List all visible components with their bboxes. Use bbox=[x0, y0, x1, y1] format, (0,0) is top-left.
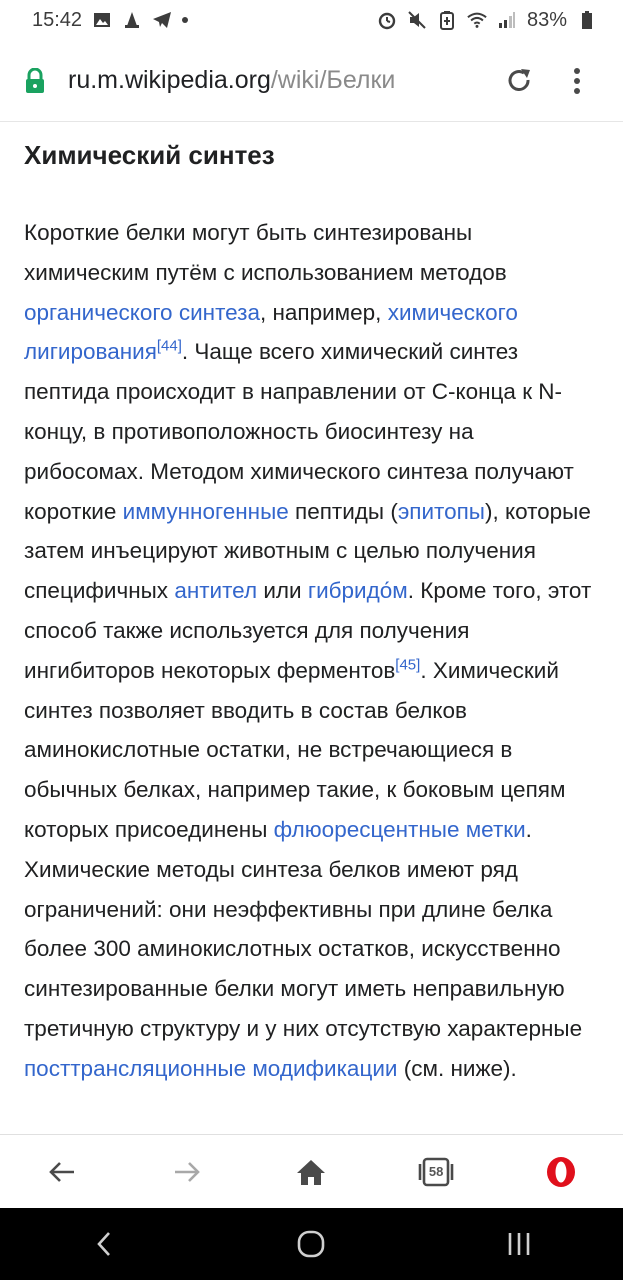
section-heading: Химический синтез bbox=[24, 140, 275, 170]
paragraph-text: . Кроме того, этот способ также используется для получения ингибиторов некоторых ферментов bbox=[24, 578, 592, 683]
reload-icon bbox=[505, 67, 533, 95]
paragraph-text: . Химический синтез позволяет вводить в состав белков аминокислотные остатки, не встречающиеся в обычных белках, например такие, к боковым цепям которых присоединены bbox=[24, 657, 566, 842]
link-organic-synthesis[interactable]: органического синтеза bbox=[24, 299, 260, 325]
paragraph-text: Короткие белки могут быть синтезированы химическим путём с использованием методов bbox=[24, 220, 507, 285]
battery-saver-icon bbox=[437, 10, 457, 30]
opera-menu-button[interactable] bbox=[531, 1142, 591, 1202]
link-epitopes[interactable]: эпитопы bbox=[397, 498, 485, 524]
status-bar bbox=[0, 0, 623, 40]
link-antibodies[interactable]: антител bbox=[174, 578, 258, 604]
system-recents-button[interactable] bbox=[489, 1214, 549, 1274]
link-hybridomas[interactable]: гибридо́м bbox=[307, 578, 408, 604]
address-bar[interactable] bbox=[0, 40, 623, 122]
alarm-icon bbox=[377, 10, 397, 30]
chevron-left-icon bbox=[94, 1230, 114, 1258]
system-back-button[interactable] bbox=[74, 1214, 134, 1274]
vlc-icon bbox=[122, 10, 142, 30]
url-text[interactable] bbox=[68, 66, 483, 95]
wifi-icon bbox=[467, 10, 487, 30]
forward-button[interactable] bbox=[157, 1142, 217, 1202]
link-post-translational-modifications[interactable]: посттрансляционные модификации bbox=[24, 1055, 398, 1081]
paragraph-text: . Чаще всего химический синтез пептида происходит в направлении от С-конца к N-концу, в противоположность биосинтезу на рибосомах. Методом химического синтеза получают короткие bbox=[24, 339, 574, 524]
system-nav-bar bbox=[0, 1208, 623, 1280]
link-immunogenic[interactable]: иммунногенные bbox=[122, 498, 289, 524]
reload-button[interactable] bbox=[497, 59, 541, 103]
signal-icon bbox=[497, 10, 517, 30]
url-path: /wiki/Белки bbox=[270, 66, 396, 94]
home-circle-icon bbox=[296, 1229, 326, 1259]
lock-icon[interactable] bbox=[24, 67, 48, 95]
battery-icon bbox=[577, 10, 597, 30]
url-domain: ru.m.wikipedia.org bbox=[68, 66, 271, 94]
arrow-right-icon bbox=[172, 1160, 202, 1184]
article-paragraph bbox=[24, 213, 599, 1089]
link-chemical-ligation[interactable]: химического лигирования bbox=[24, 299, 518, 365]
browser-bottom-nav bbox=[0, 1134, 623, 1208]
battery-percent: 83% bbox=[526, 8, 567, 31]
arrow-left-icon bbox=[47, 1160, 77, 1184]
status-right bbox=[377, 9, 597, 32]
status-time: 15:42 bbox=[32, 8, 83, 31]
back-button[interactable] bbox=[32, 1142, 92, 1202]
telegram-icon bbox=[152, 10, 172, 30]
paragraph-text: ), которые затем инъецируют животным с целью получения специфичных bbox=[24, 498, 591, 604]
paragraph-text: . Химические методы синтеза белков имеют ряд ограничений: они неэффективны при длине белка более 300 аминокислотных остатков, искусственно синтезированные белки могут иметь неправильную третичную структуру и у них отсутствую характерные bbox=[24, 816, 583, 1041]
more-vertical-icon bbox=[573, 67, 581, 95]
menu-button[interactable] bbox=[555, 59, 599, 103]
paragraph-text: , например, bbox=[259, 299, 388, 325]
paragraph-text: пептиды ( bbox=[288, 498, 398, 524]
paragraph-text: или bbox=[257, 578, 308, 604]
reference-44[interactable]: [44] bbox=[156, 337, 182, 355]
system-home-button[interactable] bbox=[281, 1214, 341, 1274]
opera-logo-icon bbox=[545, 1156, 577, 1188]
gallery-icon bbox=[92, 10, 112, 30]
mute-icon bbox=[407, 10, 427, 30]
home-button[interactable] bbox=[281, 1142, 341, 1202]
home-icon bbox=[296, 1158, 326, 1186]
more-notifications-dot-icon bbox=[182, 17, 188, 23]
tabs-button[interactable] bbox=[406, 1142, 466, 1202]
status-left bbox=[32, 9, 188, 32]
tabs-count: 58 bbox=[428, 1164, 444, 1179]
recents-icon bbox=[505, 1231, 533, 1257]
article-content bbox=[0, 123, 623, 1134]
link-fluorescent-labels[interactable]: флюоресцентные метки bbox=[273, 816, 526, 842]
paragraph-text: (см. ниже). bbox=[397, 1055, 517, 1081]
reference-45[interactable]: [45] bbox=[395, 656, 421, 674]
